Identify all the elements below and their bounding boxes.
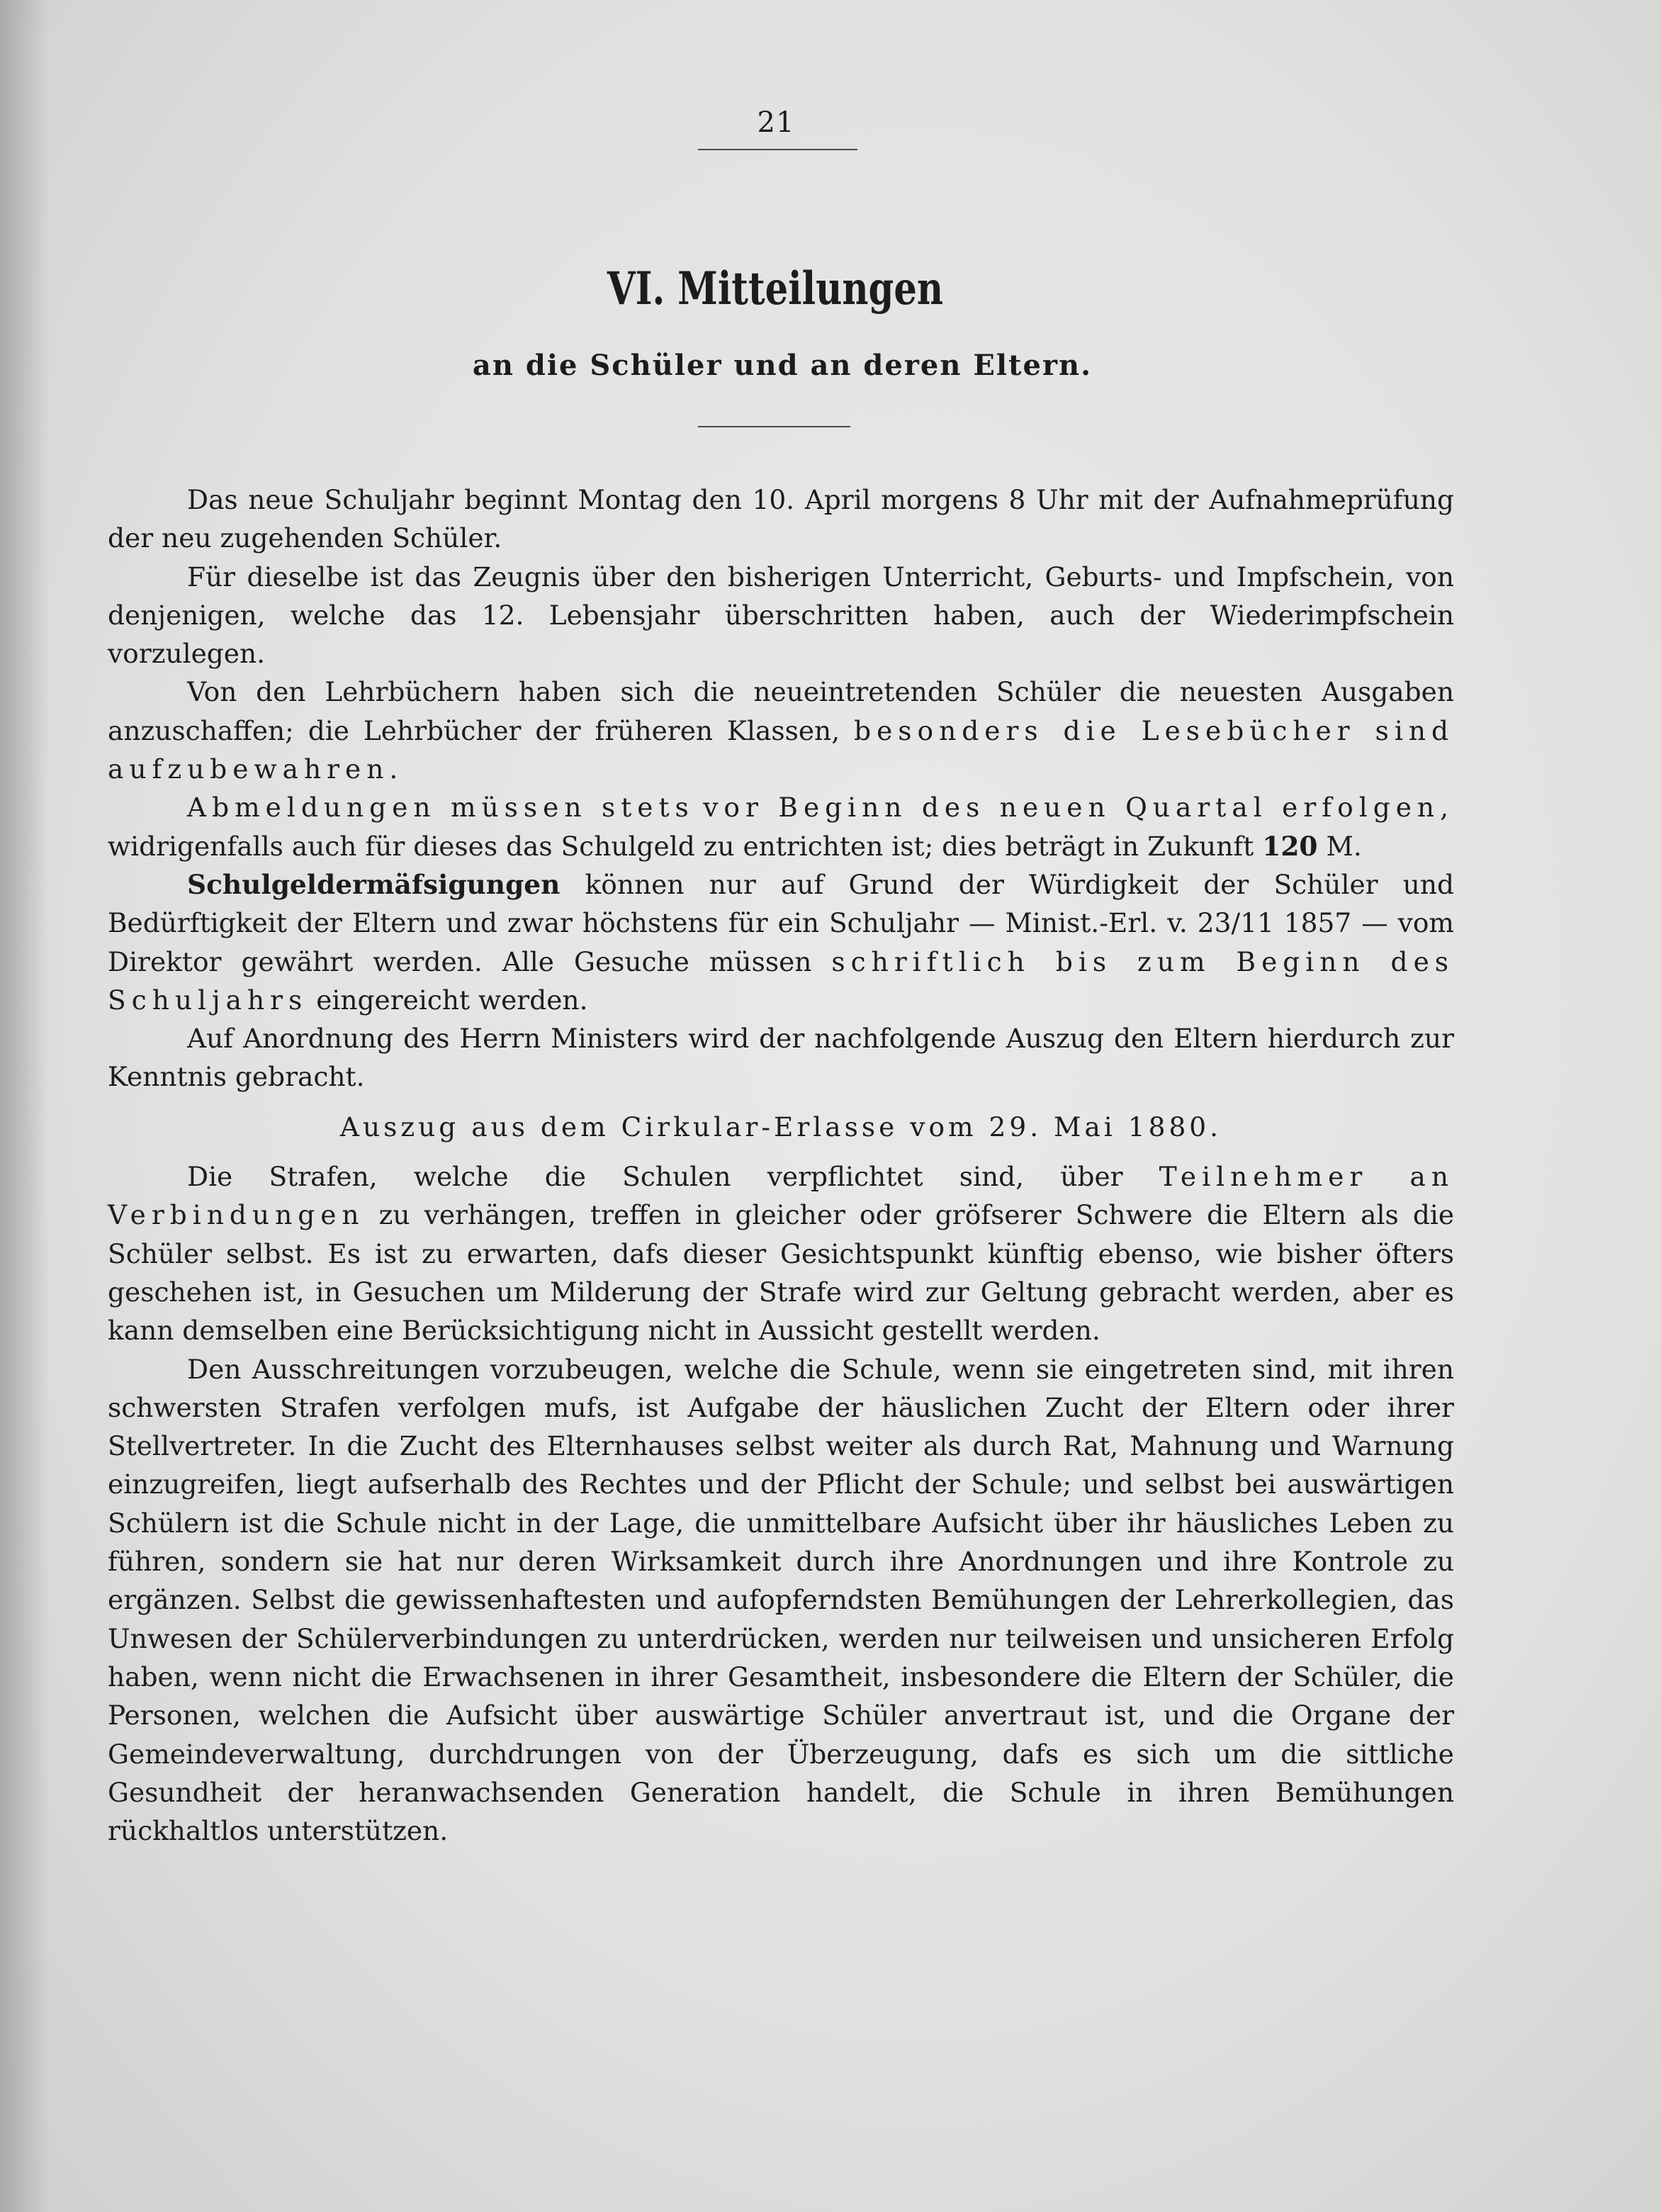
emphasis-text: schriftlich bis zum Beginn des Schuljahrs bbox=[108, 945, 1455, 1016]
emphasis-text: besonders die Lesebücher sind aufzubewahren. bbox=[108, 714, 1454, 785]
paragraph-textbooks: Von den Lehrbüchern haben sich die neueintretenden Schüler die neuesten Ausgaben anzuschaffen; die Lehrbücher der früheren Klassen, besonders die Lesebücher sind aufzubewahren. bbox=[108, 676, 1454, 785]
emphasis-text: Teilnehmer an Verbindungen bbox=[108, 1161, 1454, 1231]
paragraph-documents: Für dieselbe ist das Zeugnis über den bisherigen Unterricht, Geburts- und Impfschein, von denjenigen, welche das 12. Lebensjahr überschritten haben, auch der Wiederimpfschein vorzulegen. bbox=[108, 561, 1454, 670]
excerpt-paragraph-prevention: Den Ausschreitungen vorzubeugen, welche die Schule, wenn sie eingetreten sind, mit ihren schwersten Strafen verfolgen mufs, ist Aufgabe der häuslichen Zucht der Eltern oder ihrer Stellvertreter. In die Zucht des Elternhauses selbst weiter als durch Rat, Mahnung und Warnung einzugreifen, liegt aufserhalb des Rechtes und der Pflicht der Schule; und selbst bei auswärtigen Schülern ist die Schule nicht in der Lage, die unmittelbare Aufsicht über ihr häusliches Leben zu führen, sondern sie hat nur deren Wirksamkeit durch ihre Anordnungen und ihre Kontrole zu ergänzen. Selbst die gewissenhaftesten und aufopferndsten Bemühungen der Lehrerkollegien, das Unwesen der Schülerverbindungen zu unterdrücken, werden nur teilweisen und unsicheren Erfolg haben, wenn nicht die Erwachsenen in ihrer Gesamtheit, insbesondere die Eltern der Schüler, die Personen, welchen die Aufsicht über auswärtige Schüler anvertraut ist, und die Organe der Gemeindeverwaltung, durchdrungen von der Überzeugung, dafs es sich um die sittliche Gesundheit der heranwachsenden Generation handelt, die Schule in ihren Bemühungen rückhaltlos unterstützen. bbox=[108, 1353, 1454, 1847]
section-subtitle: an die Schüler und an deren Eltern. bbox=[472, 349, 1093, 382]
paragraph-deregistration: Abmeldungen müssen stets vor Beginn des neuen Quartal erfolgen, widrigenfalls auch für dieses das Schulgeld zu entrichten ist; dies beträgt in Zukunft 120 M. bbox=[108, 792, 1455, 862]
title-rule bbox=[698, 426, 850, 427]
emphasis-text: Abmeldungen müssen stets bbox=[187, 792, 694, 824]
paragraph-school-year: Das neue Schuljahr beginnt Montag den 10. April morgens 8 Uhr mit der Aufnahmeprüfung der neu zugehenden Schüler. bbox=[108, 484, 1454, 554]
header-rule bbox=[698, 149, 857, 150]
section-title: VI. Mitteilungen bbox=[607, 262, 944, 315]
paragraph-minister-order: Auf Anordnung des Herrn Ministers wird der nachfolgende Auszug den Eltern hierdurch zur Kenntnis gebracht. bbox=[108, 1023, 1454, 1093]
page-edge-shadow bbox=[0, 0, 50, 2212]
paragraph-fee-reduction: Schulgeldermäfsigungen können nur auf Grund der Würdigkeit der Schüler und Bedürftigkeit der Eltern und zwar höchstens für ein Schuljahr — Minist.-Erl. v. 23/11 1857 — vom Direktor gewährt werden. Alle Gesuche müssen schriftlich bis zum Beginn des Schuljahrs eingereicht werden. bbox=[108, 868, 1455, 1016]
bold-term: Schulgeldermäfsigungen bbox=[187, 868, 561, 900]
fee-amount: 120 bbox=[1262, 830, 1318, 862]
excerpt-heading: Auszug aus dem Cirkular-Erlasse vom 29. Mai 1880. bbox=[339, 1111, 1222, 1143]
page-number: 21 bbox=[757, 106, 795, 139]
excerpt-paragraph-penalties: Die Strafen, welche die Schulen verpflichtet sind, über Teilnehmer an Verbindungen zu verhängen, treffen in gleicher oder gröfserer Schwere die Eltern als die Schüler selbst. Es ist zu erwarten, dafs dieser Gesichtspunkt künftig ebenso, wie bisher öfters geschehen ist, in Gesuchen um Milderung der Strafe wird zur Geltung gebracht werden, aber es kann demselben eine Berücksichtigung nicht in Aussicht gestellt werden. bbox=[108, 1161, 1455, 1347]
body-text bbox=[108, 481, 1454, 1850]
emphasis-text: vor Beginn des neuen Quartal erfolgen, bbox=[703, 792, 1455, 824]
